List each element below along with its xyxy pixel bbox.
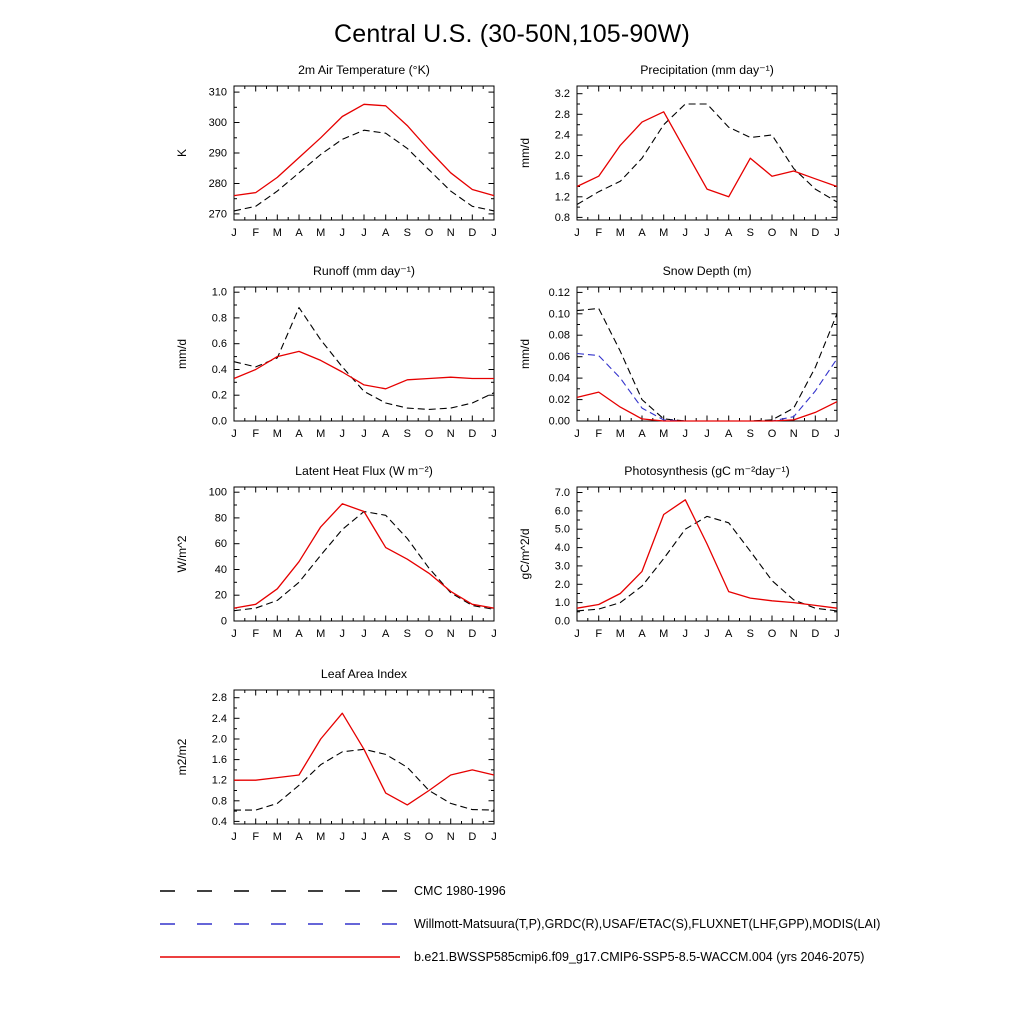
legend-item xyxy=(158,907,880,940)
svg-text:A: A xyxy=(638,428,646,440)
svg-text:M: M xyxy=(316,628,326,640)
svg-text:A: A xyxy=(295,831,303,843)
svg-text:N: N xyxy=(446,428,455,440)
svg-text:J: J xyxy=(574,428,580,440)
tick-labels xyxy=(549,287,840,440)
tick-labels xyxy=(555,88,840,239)
svg-text:J: J xyxy=(574,227,580,239)
legend-line-sample-dashed-blue xyxy=(158,918,402,930)
y-axis-label: mm/d xyxy=(175,339,189,369)
svg-text:0.8: 0.8 xyxy=(211,312,227,325)
svg-text:2.0: 2.0 xyxy=(554,578,570,591)
svg-text:A: A xyxy=(382,227,390,239)
svg-text:J: J xyxy=(491,831,497,843)
svg-text:M: M xyxy=(659,227,669,239)
svg-text:J: J xyxy=(574,628,580,640)
svg-text:M: M xyxy=(272,227,282,239)
svg-text:O: O xyxy=(424,227,434,239)
svg-text:M: M xyxy=(659,428,669,440)
svg-text:A: A xyxy=(295,227,303,239)
svg-text:3.2: 3.2 xyxy=(554,88,570,101)
legend-line-sample-dashed-black xyxy=(158,885,402,897)
svg-text:D: D xyxy=(811,628,820,640)
series-line-1 xyxy=(577,354,837,422)
svg-text:F: F xyxy=(595,628,603,640)
svg-text:A: A xyxy=(382,428,390,440)
svg-text:N: N xyxy=(446,831,455,843)
svg-text:7.0: 7.0 xyxy=(554,487,570,499)
svg-text:D: D xyxy=(468,831,477,843)
svg-text:80: 80 xyxy=(214,512,227,525)
series-lines xyxy=(577,500,837,611)
svg-text:M: M xyxy=(316,831,326,843)
y-axis-label: W/m^2 xyxy=(175,535,189,573)
svg-text:J: J xyxy=(361,831,367,843)
svg-text:J: J xyxy=(361,227,367,239)
series-line-0 xyxy=(234,130,494,211)
svg-text:J: J xyxy=(704,628,710,640)
svg-text:0.8: 0.8 xyxy=(554,211,570,224)
chart-title: Precipitation (mm day⁻¹) xyxy=(640,63,774,77)
svg-text:M: M xyxy=(615,227,625,239)
chart-title: Snow Depth (m) xyxy=(662,264,752,278)
svg-text:S: S xyxy=(746,628,754,640)
chart-runoff xyxy=(172,263,516,481)
svg-text:M: M xyxy=(316,428,326,440)
svg-text:5.0: 5.0 xyxy=(554,523,570,536)
legend-item xyxy=(158,874,880,907)
tick-labels xyxy=(209,87,497,239)
svg-text:100: 100 xyxy=(208,486,227,499)
svg-text:0.0: 0.0 xyxy=(554,615,570,628)
svg-text:0.00: 0.00 xyxy=(548,415,570,428)
chart-snow-depth xyxy=(515,263,859,481)
svg-text:0.10: 0.10 xyxy=(548,308,570,321)
svg-text:2.0: 2.0 xyxy=(211,733,227,746)
svg-text:0.6: 0.6 xyxy=(211,338,227,351)
legend-label: Willmott-Matsuura(T,P),GRDC(R),USAF/ETAC(S),FLUXNET(LHF,GPP),MODIS(LAI) xyxy=(414,916,881,931)
svg-text:A: A xyxy=(725,428,733,440)
tick-marks xyxy=(234,487,494,621)
y-axis-label: mm/d xyxy=(518,339,532,369)
svg-text:J: J xyxy=(231,831,237,843)
svg-text:20: 20 xyxy=(214,589,227,602)
svg-text:J: J xyxy=(682,428,689,440)
svg-text:4.0: 4.0 xyxy=(554,542,570,555)
svg-text:2.8: 2.8 xyxy=(554,108,570,121)
svg-text:M: M xyxy=(615,428,625,440)
svg-text:O: O xyxy=(424,628,434,640)
svg-text:A: A xyxy=(382,628,390,640)
svg-text:0.02: 0.02 xyxy=(548,394,570,407)
chart-svg xyxy=(172,463,516,681)
svg-text:F: F xyxy=(252,428,260,440)
svg-text:2.8: 2.8 xyxy=(211,692,227,705)
svg-text:F: F xyxy=(252,628,260,640)
series-lines xyxy=(577,308,837,421)
legend-label: b.e21.BWSSP585cmip6.f09_g17.CMIP6-SSP5-8.5-WACCM.004 (yrs 2046-2075) xyxy=(414,949,865,964)
svg-text:0.08: 0.08 xyxy=(548,329,570,342)
svg-text:2.0: 2.0 xyxy=(554,150,570,163)
svg-text:J: J xyxy=(704,428,710,440)
y-axis-label: mm/d xyxy=(518,138,532,168)
y-axis-label: gC/m^2/d xyxy=(518,528,532,580)
svg-text:A: A xyxy=(295,628,303,640)
svg-text:J: J xyxy=(491,428,497,440)
plot-box xyxy=(577,287,837,421)
chart-title: Photosynthesis (gC m⁻²day⁻¹) xyxy=(624,464,790,478)
chart-svg xyxy=(515,463,859,681)
svg-text:270: 270 xyxy=(208,208,227,221)
plot-box xyxy=(234,690,494,824)
series-line-0 xyxy=(234,749,494,810)
svg-text:300: 300 xyxy=(208,117,227,129)
chart-svg xyxy=(515,263,859,481)
series-line-0 xyxy=(234,512,494,611)
svg-text:A: A xyxy=(638,227,646,239)
svg-text:2.4: 2.4 xyxy=(211,712,227,725)
tick-labels xyxy=(209,487,497,640)
tick-labels xyxy=(555,487,840,640)
svg-text:S: S xyxy=(403,831,411,843)
series-line-1 xyxy=(234,713,494,805)
chart-photosynthesis xyxy=(515,463,859,681)
svg-text:A: A xyxy=(725,227,733,239)
svg-text:F: F xyxy=(252,227,260,239)
svg-text:N: N xyxy=(789,628,798,640)
series-line-1 xyxy=(234,351,494,388)
svg-text:J: J xyxy=(339,428,346,440)
svg-text:F: F xyxy=(595,428,603,440)
svg-text:60: 60 xyxy=(214,538,227,551)
svg-text:M: M xyxy=(272,628,282,640)
svg-text:A: A xyxy=(295,428,303,440)
svg-text:1.0: 1.0 xyxy=(554,597,570,610)
svg-text:O: O xyxy=(767,628,777,640)
svg-text:1.2: 1.2 xyxy=(211,774,227,787)
y-axis-label: K xyxy=(175,148,189,158)
svg-text:O: O xyxy=(424,428,434,440)
svg-text:D: D xyxy=(811,428,820,440)
legend xyxy=(158,874,880,973)
svg-text:A: A xyxy=(725,628,733,640)
svg-text:S: S xyxy=(403,227,411,239)
svg-text:1.6: 1.6 xyxy=(554,170,570,183)
svg-text:280: 280 xyxy=(208,178,227,190)
chart-title: Runoff (mm day⁻¹) xyxy=(313,264,415,278)
svg-text:M: M xyxy=(272,428,282,440)
svg-text:O: O xyxy=(767,227,777,239)
series-lines xyxy=(234,308,494,410)
svg-text:J: J xyxy=(339,628,346,640)
svg-text:0.2: 0.2 xyxy=(211,389,227,402)
plot-box xyxy=(577,487,837,621)
svg-text:D: D xyxy=(468,227,477,239)
plot-box xyxy=(234,487,494,621)
svg-text:2.4: 2.4 xyxy=(554,129,570,142)
chart-precipitation xyxy=(515,62,859,280)
svg-text:0.0: 0.0 xyxy=(211,415,227,428)
svg-text:0: 0 xyxy=(220,615,227,628)
svg-text:S: S xyxy=(403,628,411,640)
svg-text:J: J xyxy=(231,628,237,640)
svg-text:3.0: 3.0 xyxy=(554,560,570,573)
svg-text:S: S xyxy=(746,227,754,239)
svg-text:J: J xyxy=(361,428,367,440)
svg-text:M: M xyxy=(272,831,282,843)
svg-text:J: J xyxy=(231,227,237,239)
svg-text:40: 40 xyxy=(214,564,227,576)
svg-text:0.12: 0.12 xyxy=(548,286,570,299)
svg-text:0.04: 0.04 xyxy=(548,372,570,385)
legend-label: CMC 1980-1996 xyxy=(414,883,506,898)
svg-text:J: J xyxy=(682,628,689,640)
svg-text:N: N xyxy=(789,428,798,440)
series-lines xyxy=(577,104,837,205)
tick-marks xyxy=(234,86,494,220)
series-lines xyxy=(234,104,494,211)
svg-text:J: J xyxy=(361,628,367,640)
tick-labels xyxy=(212,287,497,440)
svg-text:A: A xyxy=(382,831,390,843)
plot-box xyxy=(577,86,837,220)
svg-text:J: J xyxy=(491,628,497,640)
svg-text:0.4: 0.4 xyxy=(211,364,227,376)
chart-leaf-area-index xyxy=(172,666,516,884)
svg-text:0.4: 0.4 xyxy=(211,815,227,828)
svg-text:J: J xyxy=(339,831,346,843)
svg-text:M: M xyxy=(659,628,669,640)
legend-line-sample-solid-red xyxy=(158,951,402,963)
series-line-1 xyxy=(577,112,837,197)
chart-svg xyxy=(172,666,516,884)
series-lines xyxy=(234,504,494,611)
svg-text:J: J xyxy=(834,428,840,440)
svg-text:D: D xyxy=(468,428,477,440)
chart-svg xyxy=(172,263,516,481)
tick-marks xyxy=(234,690,494,824)
chart-title: Latent Heat Flux (W m⁻²) xyxy=(295,464,433,478)
plot-box xyxy=(234,86,494,220)
figure-title: Central U.S. (30-50N,105-90W) xyxy=(334,20,690,48)
svg-text:N: N xyxy=(446,628,455,640)
svg-text:F: F xyxy=(595,227,603,239)
tick-marks xyxy=(577,487,837,621)
svg-text:O: O xyxy=(424,831,434,843)
chart-svg xyxy=(172,62,516,280)
svg-text:D: D xyxy=(811,227,820,239)
svg-text:J: J xyxy=(339,227,346,239)
svg-text:N: N xyxy=(446,227,455,239)
series-lines xyxy=(234,713,494,810)
svg-text:S: S xyxy=(403,428,411,440)
series-line-1 xyxy=(234,504,494,608)
svg-text:J: J xyxy=(682,227,689,239)
svg-text:1.0: 1.0 xyxy=(211,286,227,299)
svg-text:S: S xyxy=(746,428,754,440)
y-axis-label: m2/m2 xyxy=(175,738,189,776)
svg-text:1.6: 1.6 xyxy=(211,754,227,767)
svg-text:0.06: 0.06 xyxy=(548,351,570,364)
svg-text:J: J xyxy=(704,227,710,239)
svg-text:J: J xyxy=(231,428,237,440)
svg-text:D: D xyxy=(468,628,477,640)
tick-marks xyxy=(577,287,837,421)
tick-marks xyxy=(577,86,837,220)
svg-text:J: J xyxy=(834,628,840,640)
chart-latent-heat-flux xyxy=(172,463,516,681)
svg-text:290: 290 xyxy=(208,147,227,160)
svg-text:N: N xyxy=(789,227,798,239)
svg-text:O: O xyxy=(767,428,777,440)
svg-text:J: J xyxy=(491,227,497,239)
svg-text:0.8: 0.8 xyxy=(211,795,227,808)
legend-item xyxy=(158,940,880,973)
chart-svg xyxy=(515,62,859,280)
svg-text:310: 310 xyxy=(208,86,227,99)
svg-text:A: A xyxy=(638,628,646,640)
chart-title: 2m Air Temperature (°K) xyxy=(298,63,430,77)
tick-labels xyxy=(212,692,497,843)
svg-text:1.2: 1.2 xyxy=(554,191,570,204)
svg-text:M: M xyxy=(615,628,625,640)
series-line-1 xyxy=(234,104,494,195)
plot-box xyxy=(234,287,494,421)
chart-2m-air-temperature xyxy=(172,62,516,280)
svg-text:J: J xyxy=(834,227,840,239)
series-line-0 xyxy=(577,516,837,611)
svg-text:M: M xyxy=(316,227,326,239)
chart-title: Leaf Area Index xyxy=(320,667,408,681)
tick-marks xyxy=(234,287,494,421)
svg-text:F: F xyxy=(252,831,260,843)
svg-text:6.0: 6.0 xyxy=(554,505,570,518)
